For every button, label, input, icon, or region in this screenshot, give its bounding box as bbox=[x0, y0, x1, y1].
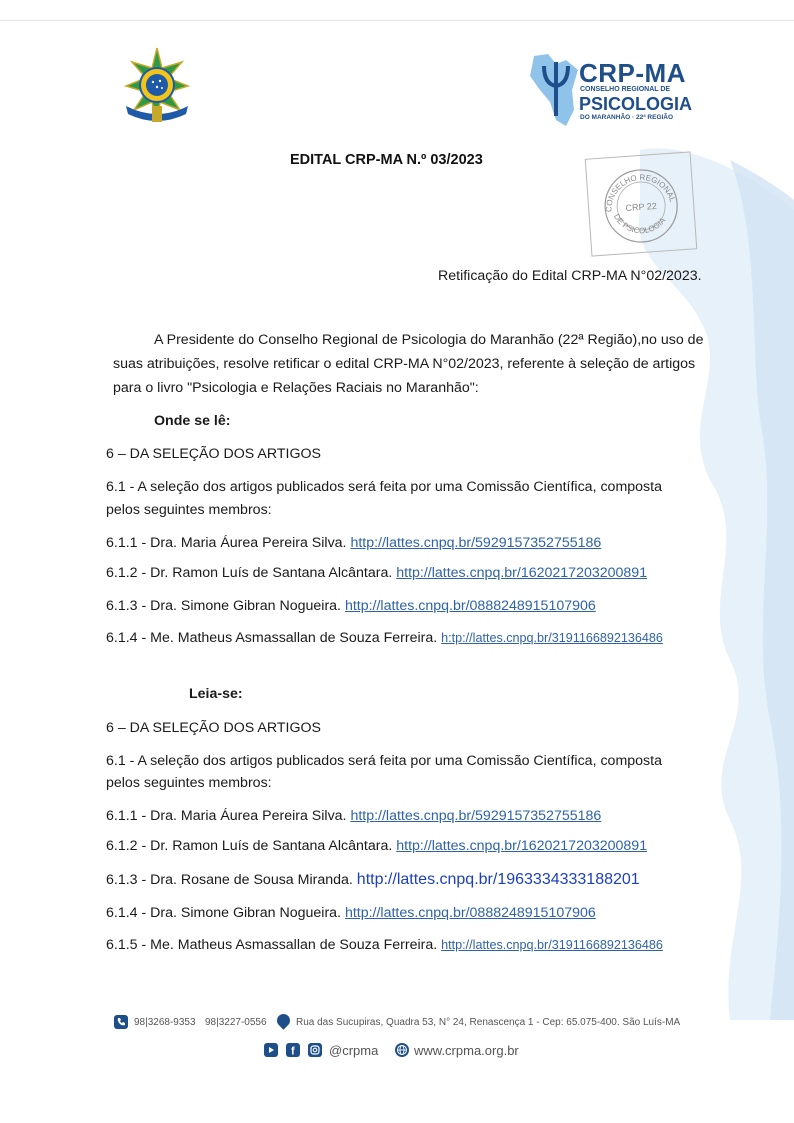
leia-item-1 bbox=[106, 808, 601, 824]
leia-item-5-link[interactable]: http://lattes.cnpq.br/3191166892136486 bbox=[441, 938, 663, 952]
leia-item-4-text: 6.1.4 - Dra. Simone Gibran Nogueira. bbox=[106, 905, 345, 921]
onde-item-4-link[interactable]: h:tp://lattes.cnpq.br/3191166892136486 bbox=[441, 631, 663, 645]
stamp-center: CRP 22 bbox=[625, 200, 658, 214]
globe-icon bbox=[395, 1043, 409, 1057]
onde-section-text-1: 6.1 - A seleção dos artigos publicados será feita por uma Comissão Científica, composta bbox=[106, 479, 662, 495]
onde-item-1 bbox=[106, 535, 601, 551]
leia-item-5-text: 6.1.5 - Me. Matheus Asmassallan de Souza Ferreira. bbox=[106, 937, 442, 953]
stamp-seal bbox=[586, 152, 696, 255]
onde-item-3 bbox=[106, 598, 596, 614]
leia-item-4 bbox=[106, 905, 596, 921]
leia-item-2-link[interactable]: http://lattes.cnpq.br/1620217203200891 bbox=[396, 838, 648, 854]
logo-subtitle-2: PSICOLOGIA bbox=[579, 94, 693, 114]
crp-ma-logo-mark bbox=[526, 50, 586, 130]
instagram-icon[interactable] bbox=[308, 1043, 322, 1057]
onde-item-4 bbox=[106, 630, 663, 646]
leia-item-1-text: 6.1.1 - Dra. Maria Áurea Pereira Silva. bbox=[106, 808, 351, 824]
stamp-box bbox=[585, 151, 698, 256]
footer-phone-1: 98|3268-9353 bbox=[134, 1017, 196, 1028]
svg-text:DE PSICOLOGIA bbox=[612, 209, 669, 237]
subject-line: Retificação do Edital CRP-MA N°02/2023. bbox=[438, 268, 702, 284]
facebook-icon[interactable] bbox=[286, 1043, 300, 1057]
svg-text:f: f bbox=[291, 1045, 295, 1057]
intro-line-3: para o livro "Psicologia e Relações Raciais no Maranhão": bbox=[113, 380, 479, 396]
footer-social-handle[interactable]: @crpma bbox=[329, 1043, 379, 1058]
onde-item-2 bbox=[106, 565, 647, 581]
leia-item-3-link[interactable]: http://lattes.cnpq.br/1963334333188201 bbox=[356, 871, 640, 888]
onde-label: Onde se lê: bbox=[154, 413, 231, 429]
page-top-border bbox=[0, 20, 794, 21]
onde-item-3-text: 6.1.3 - Dra. Simone Gibran Nogueira. bbox=[106, 598, 345, 614]
footer-address: Rua das Sucupiras, Quadra 53, N° 24, Renascença 1 - Cep: 65.075-400. São Luís-MA bbox=[296, 1017, 681, 1028]
onde-item-2-link[interactable]: http://lattes.cnpq.br/1620217203200891 bbox=[396, 565, 648, 581]
leia-item-2-text: 6.1.2 - Dr. Ramon Luís de Santana Alcântara. bbox=[106, 838, 397, 854]
phone-icon bbox=[114, 1015, 128, 1029]
intro-line-2: suas atribuições, resolve retificar o edital CRP-MA N°02/2023, referente à seleção de artigos bbox=[113, 356, 696, 372]
stamp-ring-top: CONSELHO REGIONAL bbox=[604, 172, 678, 213]
footer-phone-2: 98|3227-0556 bbox=[205, 1017, 267, 1028]
onde-item-2-text: 6.1.2 - Dr. Ramon Luís de Santana Alcântara. bbox=[106, 565, 397, 581]
leia-section-text-1: 6.1 - A seleção dos artigos publicados será feita por uma Comissão Científica, composta bbox=[106, 753, 662, 769]
onde-item-1-text: 6.1.1 - Dra. Maria Áurea Pereira Silva. bbox=[106, 535, 351, 551]
logo-subtitle-3: DO MARANHÃO · 22ª REGIÃO bbox=[580, 114, 674, 121]
leia-label: Leia-se: bbox=[189, 686, 243, 702]
logo-subtitle-1: CONSELHO REGIONAL DE bbox=[580, 86, 671, 93]
stamp-ring-bottom: DE PSICOLOGIA bbox=[611, 212, 668, 236]
leia-item-2 bbox=[106, 838, 647, 854]
leia-item-3 bbox=[106, 871, 640, 889]
logo-title: CRP-MA bbox=[579, 58, 686, 88]
leia-section-text-2: pelos seguintes membros: bbox=[106, 775, 272, 791]
intro-line-1: A Presidente do Conselho Regional de Psicologia do Maranhão (22ª Região),no uso de bbox=[154, 332, 704, 348]
leia-section-heading: 6 – DA SELEÇÃO DOS ARTIGOS bbox=[106, 720, 321, 736]
onde-item-1-link[interactable]: http://lattes.cnpq.br/5929157352755186 bbox=[350, 535, 602, 551]
leia-item-3-text: 6.1.3 - Dra. Rosane de Sousa Miranda. bbox=[106, 872, 357, 888]
leia-item-4-link[interactable]: http://lattes.cnpq.br/0888248915107906 bbox=[344, 905, 596, 921]
leia-item-5 bbox=[106, 937, 663, 953]
onde-item-4-text: 6.1.4 - Me. Matheus Asmassallan de Souza Ferreira. bbox=[106, 630, 442, 646]
onde-section-heading: 6 – DA SELEÇÃO DOS ARTIGOS bbox=[106, 446, 321, 462]
leia-item-1-link[interactable]: http://lattes.cnpq.br/5929157352755186 bbox=[350, 808, 602, 824]
footer-website[interactable]: www.crpma.org.br bbox=[414, 1043, 519, 1058]
youtube-icon[interactable] bbox=[264, 1043, 278, 1057]
page-title: EDITAL CRP-MA N.º 03/2023 bbox=[290, 152, 483, 168]
onde-item-3-link[interactable]: http://lattes.cnpq.br/0888248915107906 bbox=[344, 598, 596, 614]
onde-section-text-2: pelos seguintes membros: bbox=[106, 502, 272, 518]
brasao-emblem bbox=[116, 46, 198, 128]
location-pin-icon bbox=[274, 1011, 292, 1029]
